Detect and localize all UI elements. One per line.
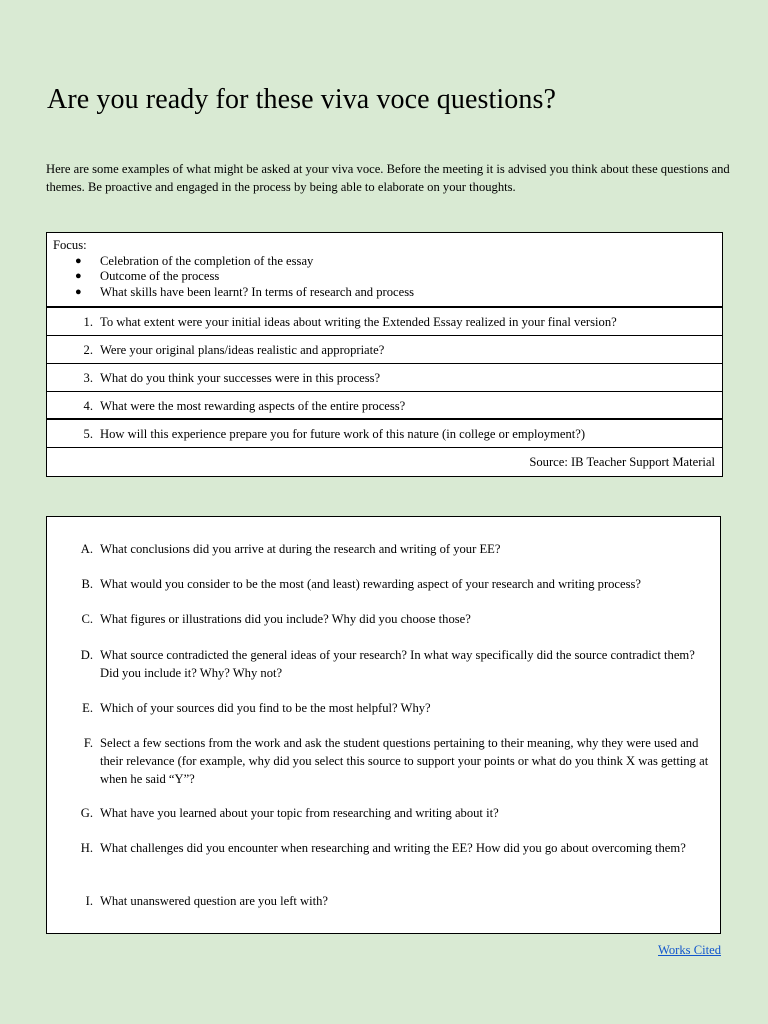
item-text: What figures or illustrations did you include? Why did you choose those? (100, 612, 471, 626)
question-number: 2. (83, 343, 93, 357)
question-row (47, 420, 722, 448)
bullet-icon: ● (75, 285, 82, 298)
question-row (47, 364, 722, 392)
question-text: What were the most rewarding aspects of the entire process? (100, 399, 406, 413)
question-text: Were your original plans/ideas realistic and appropriate? (100, 343, 385, 357)
item-letter: H. (80, 841, 93, 855)
question-number: 4. (83, 399, 93, 413)
question-text: To what extent were your initial ideas about writing the Extended Essay realized in your final version? (100, 315, 617, 329)
item-letter: B. (81, 577, 93, 591)
question-text: What do you think your successes were in this process? (100, 371, 381, 385)
item-text: What would you consider to be the most (and least) rewarding aspect of your research and writing process? (100, 577, 642, 591)
item-text: What challenges did you encounter when researching and writing the EE? How did you go about overcoming them? (100, 841, 686, 855)
question-row (47, 336, 722, 364)
item-text: Which of your sources did you find to be the most helpful? Why? (100, 701, 431, 715)
item-letter: A. (80, 542, 93, 556)
additional-questions-box (46, 516, 721, 934)
question-number: 5. (83, 427, 93, 441)
item-text: What unanswered question are you left with? (100, 894, 329, 908)
question-text: How will this experience prepare you for future work of this nature (in college or employment?) (100, 427, 586, 441)
question-number: 3. (83, 371, 93, 385)
source-citation: Source: IB Teacher Support Material (529, 455, 715, 469)
focus-item-text: What skills have been learnt? In terms of research and process (100, 284, 415, 299)
bullet-icon: ● (75, 254, 82, 267)
item-text: What source contradicted the general ideas of your research? In what way specifically did the source contradict them? Did you include it? Why? Why not? (100, 648, 695, 680)
item-letter: D. (80, 648, 93, 662)
focus-list (53, 254, 722, 301)
item-text: Select a few sections from the work and ask the student questions pertaining to their meaning, why they were used and their relevance (for example, why did you select this source to support your points or what do you think X was getting at when he said “Y”? (100, 736, 709, 786)
focus-label: Focus: (53, 238, 87, 252)
intro-paragraph: Here are some examples of what might be asked at your viva voce. Before the meeting it is advised you think about these questions and themes. Be proactive and engaged in the process by being able to elaborate on your thoughts. (46, 162, 730, 194)
focus-item-text: Outcome of the process (100, 269, 220, 283)
question-number: 1. (83, 315, 93, 329)
item-letter: G. (80, 806, 93, 820)
item-letter: I. (85, 894, 93, 908)
bullet-icon: ● (75, 270, 82, 282)
focus-cell (47, 233, 722, 308)
question-row (47, 308, 722, 336)
item-text: What have you learned about your topic from researching and writing about it? (100, 806, 499, 820)
focus-item-text: Celebration of the completion of the essay (100, 253, 314, 268)
focus-item (53, 269, 722, 285)
focus-item (53, 285, 722, 301)
focus-item (53, 254, 722, 270)
item-letter: C. (81, 612, 93, 626)
page-title: Are you ready for these viva voce questions? (47, 84, 557, 115)
focus-questions-table (46, 232, 723, 477)
item-letter: F. (83, 736, 93, 750)
question-row (47, 392, 722, 420)
item-text: What conclusions did you arrive at during the research and writing of your EE? (100, 542, 501, 556)
item-letter: E. (82, 701, 93, 715)
works-cited-link[interactable]: Works Cited (658, 943, 721, 957)
